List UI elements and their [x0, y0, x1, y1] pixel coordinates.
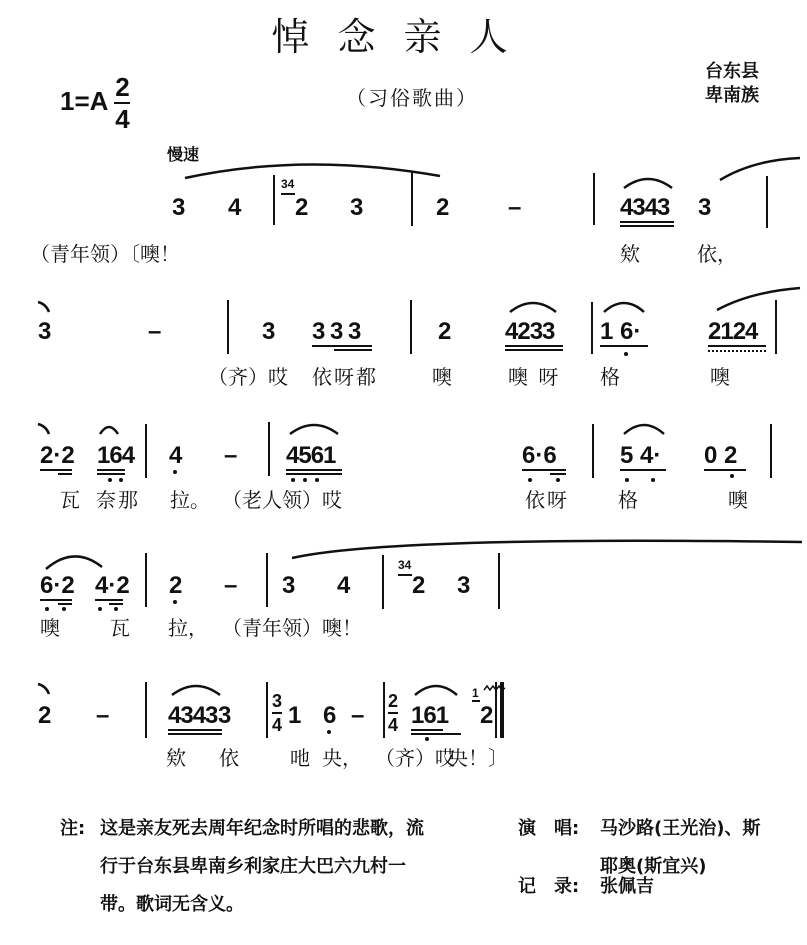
low-dot	[625, 478, 629, 482]
note: 2	[295, 194, 309, 221]
note: 2	[438, 318, 452, 345]
lyric: 噢	[710, 365, 730, 389]
bar-line	[382, 555, 384, 609]
bar-line	[498, 553, 500, 609]
tie-icon	[622, 176, 674, 190]
note: 2	[436, 194, 450, 221]
underline	[286, 473, 342, 475]
lyric: 噢	[40, 616, 60, 640]
time-sig-top: 2	[115, 72, 130, 102]
tie-icon	[622, 422, 666, 436]
note-group: 3 3 3	[312, 318, 362, 345]
lyric: 依呀	[525, 488, 569, 512]
key-label: 1=A	[60, 85, 109, 116]
note: 2	[169, 572, 183, 599]
underline	[620, 221, 674, 223]
note: 3	[698, 194, 712, 221]
slur-icon	[715, 288, 805, 312]
low-dot	[98, 607, 102, 611]
low-dot	[327, 730, 331, 734]
lyric: 依，	[697, 242, 737, 266]
underline	[704, 469, 746, 471]
recorder-name: 张佩吉	[600, 876, 654, 897]
time-signature	[114, 74, 130, 132]
underline	[95, 599, 123, 601]
bar-line	[145, 682, 147, 738]
dash: –	[508, 194, 522, 221]
note: 4	[228, 194, 242, 221]
note-group: 2124	[708, 318, 758, 345]
key-signature	[60, 74, 130, 132]
underline	[600, 345, 648, 347]
tie-icon	[98, 424, 120, 436]
lyric: 央！〕	[448, 746, 508, 770]
underline	[97, 473, 125, 475]
underline	[505, 349, 563, 351]
note-group: 4233	[505, 318, 555, 345]
lyric: 瓦	[110, 616, 130, 640]
low-dot	[425, 737, 429, 741]
lyric: 奈那	[96, 488, 140, 512]
bar-line	[145, 424, 147, 478]
note: 2	[38, 702, 52, 729]
slur-icon	[44, 553, 104, 571]
note-group: 6·2	[40, 572, 75, 599]
low-dot	[173, 600, 177, 604]
bar-line	[770, 424, 772, 478]
lyric: 瓦	[60, 488, 80, 512]
underline	[550, 473, 566, 475]
note: 3	[457, 572, 471, 599]
dash: –	[224, 572, 238, 599]
lyric: 噢	[432, 365, 452, 389]
tie-icon	[288, 422, 340, 436]
lyric: 拉。	[170, 488, 210, 512]
lyric: 依	[219, 746, 239, 770]
bar-line	[266, 682, 268, 738]
bar-line	[766, 176, 768, 228]
final-bar-line	[495, 682, 497, 738]
tie-end-icon	[38, 682, 52, 696]
tempo-marking: 慢速	[167, 145, 200, 164]
underline	[58, 603, 72, 605]
singer-line: 耶奥(斯宜兴)	[600, 856, 707, 877]
dash: –	[148, 318, 162, 345]
lyric: （齐）哎	[208, 365, 288, 389]
note-group: 1 6·	[600, 318, 642, 345]
time-sig-bottom: 4	[388, 715, 399, 735]
tie-end-icon	[38, 422, 52, 436]
underline	[168, 729, 222, 731]
grace-notes: 34	[281, 177, 295, 191]
grace-notes: 34	[398, 558, 412, 572]
low-dot	[730, 474, 734, 478]
tie-icon	[602, 300, 646, 314]
lyric: 噢	[728, 488, 748, 512]
note-group: 4·2	[95, 572, 130, 599]
lyric: 欸	[166, 746, 186, 770]
tie-icon	[170, 683, 222, 697]
underline	[620, 225, 674, 227]
note-group: 164	[97, 442, 135, 469]
lyric: 依呀都	[312, 365, 378, 389]
slur-icon	[290, 538, 805, 560]
underline	[708, 350, 766, 352]
bar-line	[145, 553, 147, 607]
low-dot	[119, 478, 123, 482]
footnote-label: 注:	[60, 818, 86, 839]
note: 3	[38, 318, 52, 345]
footnote-line: 这是亲友死去周年纪念时所唱的悲歌，流	[100, 818, 424, 839]
note-group: 4343	[620, 194, 670, 221]
grace-note: 1	[472, 686, 479, 700]
note: 3	[262, 318, 276, 345]
lyric: （青年领）〔噢！	[30, 242, 180, 266]
low-dot	[45, 607, 49, 611]
bar-line	[268, 422, 270, 476]
low-dot	[315, 478, 319, 482]
slur-icon	[185, 160, 445, 180]
low-dot	[114, 607, 118, 611]
singer-label: 演 唱:	[518, 818, 580, 839]
tie-end-icon	[38, 300, 52, 314]
note: 1	[288, 702, 302, 729]
note: 2	[412, 572, 426, 599]
underline	[40, 599, 72, 601]
tie-icon	[508, 300, 558, 314]
low-dot	[173, 470, 177, 474]
underline	[312, 345, 372, 347]
bar-line	[227, 300, 229, 354]
tie-icon	[413, 683, 459, 697]
bar-line	[775, 300, 777, 354]
note: 4	[337, 572, 351, 599]
underline	[411, 733, 461, 735]
note: 4	[169, 442, 183, 469]
underline	[620, 469, 666, 471]
note-group: 2·2	[40, 442, 75, 469]
lyric: 央，	[322, 746, 362, 770]
time-signature-2-4	[388, 692, 398, 734]
bar-line	[411, 172, 413, 226]
final-bar-line-thick	[500, 682, 504, 738]
bar-line	[593, 173, 595, 225]
note: 3	[218, 702, 232, 729]
dash: –	[96, 702, 110, 729]
footnote-line: 行于台东县卑南乡利家庄大巴六九村一	[100, 856, 406, 877]
time-sig-top: 2	[388, 691, 399, 711]
lyric: 噢 呀	[508, 365, 559, 389]
note-group: 161	[411, 702, 449, 729]
bar-line	[383, 682, 385, 738]
low-dot	[556, 478, 560, 482]
underline	[505, 345, 563, 347]
song-subtitle: （习俗歌曲）	[346, 86, 478, 110]
low-dot	[62, 607, 66, 611]
underline	[334, 349, 372, 351]
lyric: （青年领）噢！	[222, 616, 362, 640]
low-dot	[108, 478, 112, 482]
time-sig-bottom: 4	[115, 104, 130, 134]
underline	[286, 469, 342, 471]
time-signature-3-4	[272, 692, 282, 734]
low-dot	[624, 352, 628, 356]
song-origin	[705, 60, 759, 108]
lyric: （齐）哎	[375, 746, 455, 770]
bar-line	[273, 175, 275, 225]
lyric: 格	[618, 488, 638, 512]
song-title: 悼念亲人	[271, 15, 536, 59]
note-group: 4343	[168, 702, 218, 729]
note: 3	[172, 194, 186, 221]
footnote-body	[100, 810, 490, 924]
lyric: 吔	[290, 746, 310, 770]
singer-line: 马沙路(王光治)、斯	[600, 818, 761, 839]
underline	[411, 729, 443, 731]
dash: –	[224, 442, 238, 469]
note-group: 4561	[286, 442, 336, 469]
lyric: 拉，	[168, 616, 208, 640]
underline	[97, 469, 125, 471]
time-sig-top: 3	[272, 691, 283, 711]
footnote-line: 带。歌词无含义。	[100, 894, 244, 915]
note: 2	[480, 702, 494, 729]
bar-line	[410, 300, 412, 354]
underline	[109, 603, 123, 605]
low-dot	[651, 478, 655, 482]
note-group: 0 2	[704, 442, 738, 469]
note-group: 6·6	[522, 442, 557, 469]
underline	[40, 469, 72, 471]
bar-line	[592, 424, 594, 478]
origin-ethnicity: 卑南族	[705, 85, 759, 106]
underline	[58, 473, 72, 475]
recorder-label: 记 录:	[518, 876, 580, 897]
lyric: 格	[600, 365, 620, 389]
low-dot	[291, 478, 295, 482]
underline	[522, 469, 566, 471]
note-group: 5 4·	[620, 442, 662, 469]
lyric: 欸	[620, 242, 640, 266]
underline	[708, 345, 766, 347]
underline	[168, 733, 222, 735]
bar-line	[591, 302, 593, 354]
note: 3	[282, 572, 296, 599]
dash: –	[351, 702, 365, 729]
bar-line	[266, 553, 268, 607]
time-sig-bottom: 4	[272, 715, 283, 735]
note: 3	[350, 194, 364, 221]
lyric: （老人领）哎	[222, 488, 342, 512]
slur-icon	[718, 158, 803, 182]
note: 6	[323, 702, 337, 729]
low-dot	[528, 478, 532, 482]
origin-county: 台东县	[705, 61, 759, 82]
low-dot	[303, 478, 307, 482]
